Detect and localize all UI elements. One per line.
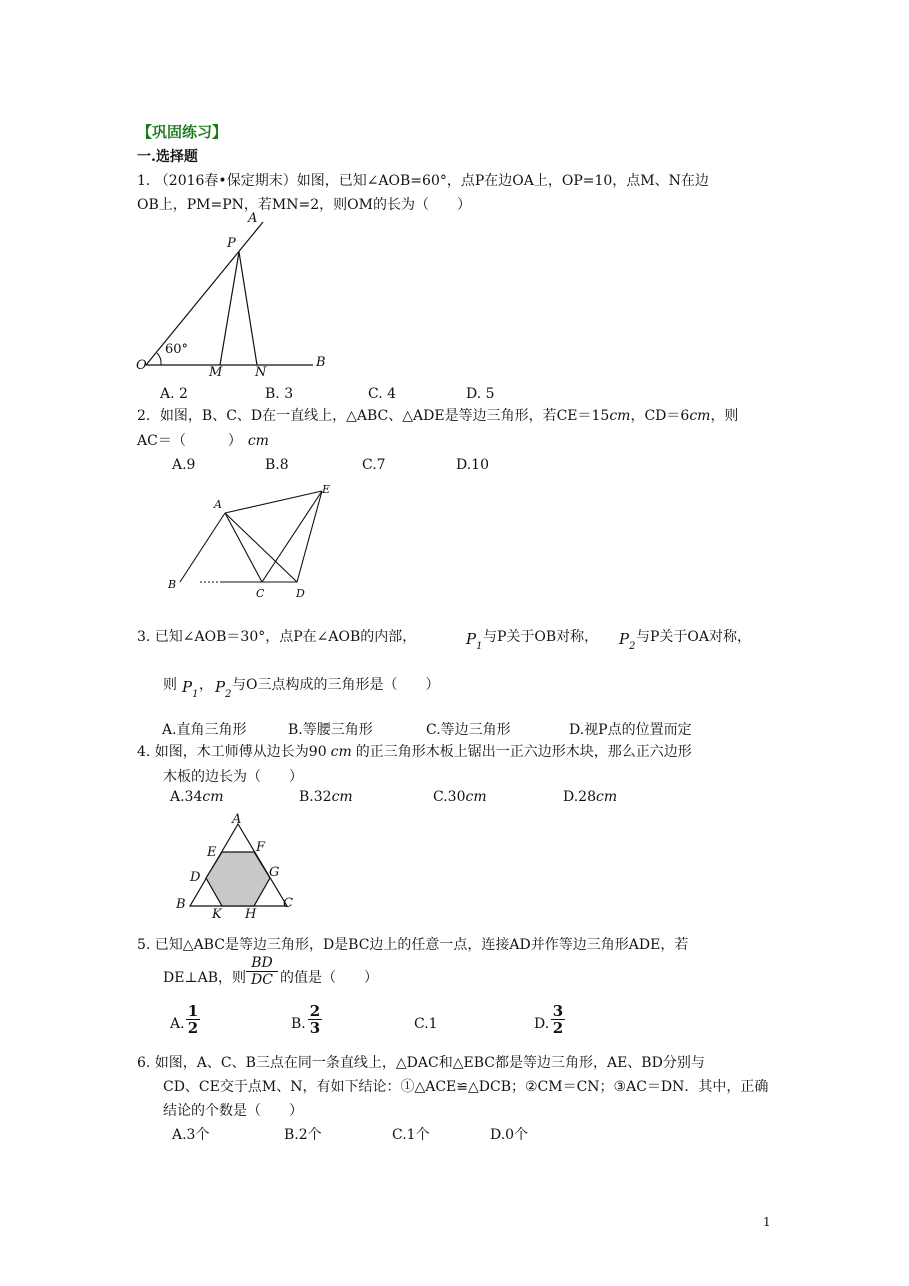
q3-p2-a-letter: P	[619, 630, 630, 648]
q5-option-a-den: 2	[187, 1019, 199, 1037]
q4-label-d: D	[190, 870, 201, 885]
q4-line2: 木板的边长为（ ）	[163, 769, 303, 785]
q6-line1: 6. 如图，A、C、B三点在同一条直线上，△DAC和△EBC都是等边三角形，AE、BD分别与	[137, 1055, 705, 1071]
q3-option-a[interactable]: A.直角三角形	[162, 722, 247, 738]
q2-figure	[170, 485, 350, 595]
q5-option-b-label[interactable]: B.	[291, 1016, 306, 1032]
q4-option-c-unit: cm	[465, 789, 487, 805]
q3-option-d[interactable]: D.视P点的位置而定	[569, 722, 692, 738]
q3-p1-a-letter: P	[466, 630, 477, 648]
q3-line1b: 与P关于OB对称，	[483, 629, 599, 645]
q2-label-a: A	[214, 498, 222, 511]
q4-label-f: F	[256, 840, 266, 855]
q3-p1-a-sub: 1	[476, 641, 483, 652]
q4-option-d-value: D.28	[563, 789, 596, 805]
q4-text-a: 4. 如图，木工师傅从边长为90	[137, 744, 327, 760]
q4-figure	[180, 812, 320, 912]
q4-option-a[interactable]	[170, 789, 224, 805]
q3-line2b: 与O三点构成的三角形是（ ）	[232, 677, 440, 693]
q4-option-c[interactable]	[433, 789, 487, 805]
q4-line1	[137, 741, 692, 761]
q6-line3: 结论的个数是（ ）	[163, 1103, 303, 1119]
q5-line2b: 的值是（ ）	[280, 970, 378, 986]
q1-label-a: A	[248, 211, 258, 226]
q3-p2-b	[215, 678, 232, 700]
q5-line2a: DE⊥AB，则	[163, 970, 247, 986]
q5-option-b-fraction[interactable]	[308, 1003, 322, 1036]
q2-label-d: D	[296, 587, 305, 600]
q2-option-d[interactable]: D.10	[456, 457, 489, 473]
q1-line1: 1. （2016春•保定期末）如图，已知∠AOB=60°，点P在边OA上，OP=10，点M、N在边	[137, 173, 709, 189]
q2-unit-3: cm	[247, 433, 269, 449]
q1-option-b[interactable]: B. 3	[265, 386, 294, 402]
q6-option-a[interactable]: A.3个	[172, 1127, 210, 1143]
q4-text-b: 的正三角形木板上锯出一正六边形木块，那么正六边形	[355, 744, 692, 760]
q5-option-b-num: 2	[309, 1002, 321, 1020]
q2-option-b[interactable]: B.8	[265, 457, 289, 473]
q2-text-a: 2．如图，B、C、D在一直线上，△ABC、△ADE是等边三角形，若CE＝15	[137, 408, 610, 424]
q3-line1a: 3. 已知∠AOB＝30°，点P在∠AOB的内部，	[137, 629, 417, 645]
q1-line2: OB上，PM=PN，若MN=2，则OM的长为（ ）	[137, 197, 471, 213]
q2-option-c[interactable]: C.7	[362, 457, 386, 473]
q5-option-a-num: 1	[187, 1002, 199, 1020]
q3-option-b[interactable]: B.等腰三角形	[288, 722, 373, 738]
q2-unit-1: cm	[609, 408, 631, 424]
q5-option-d-num: 3	[552, 1002, 564, 1020]
q3-comma: ，	[199, 677, 213, 693]
q5-option-d-fraction[interactable]	[551, 1003, 565, 1036]
q3-line1c: 与P关于OA对称，	[636, 629, 752, 645]
q5-option-c[interactable]: C.1	[414, 1016, 438, 1032]
q6-option-b[interactable]: B.2个	[284, 1127, 322, 1143]
q2-line1	[137, 405, 738, 425]
q2-unit-2: cm	[689, 408, 711, 424]
q4-option-b-unit: cm	[331, 789, 353, 805]
q4-unit: cm	[330, 744, 352, 760]
section-title: 【巩固练习】	[137, 123, 228, 141]
q5-option-d-label[interactable]: D.	[534, 1016, 550, 1032]
q1-option-c[interactable]: C. 4	[368, 386, 397, 402]
q4-label-a: A	[232, 812, 242, 827]
q1-angle-label: 60°	[165, 342, 189, 357]
q3-p2-a-sub: 2	[629, 641, 636, 652]
q4-option-b[interactable]	[299, 789, 353, 805]
q4-option-b-value: B.32	[299, 789, 332, 805]
q1-label-p: P	[227, 236, 236, 251]
q4-label-e: E	[207, 845, 217, 860]
q3-p1-a	[466, 630, 483, 652]
q5-fraction-den: DC	[251, 972, 273, 988]
q3-line2a: 则	[163, 677, 177, 693]
q5-option-a-fraction[interactable]	[186, 1003, 200, 1036]
q4-option-d[interactable]	[563, 789, 617, 805]
q5-line1: 5. 已知△ABC是等边三角形，D是BC边上的任意一点，连接AD并作等边三角形ADE，若	[137, 937, 689, 953]
q2-option-a[interactable]: A.9	[172, 457, 196, 473]
q2-label-b: B	[168, 578, 177, 591]
q4-label-g: G	[269, 865, 280, 880]
q3-p1-b-sub: 1	[192, 689, 199, 700]
q4-label-h: H	[245, 907, 257, 922]
q2-label-c: C	[256, 587, 265, 600]
q5-option-b-den: 3	[309, 1019, 321, 1037]
subsection-title: 一.选择题	[137, 149, 198, 165]
q3-p1-b-letter: P	[182, 678, 193, 696]
q6-option-c[interactable]: C.1个	[392, 1127, 430, 1143]
q4-option-a-unit: cm	[202, 789, 224, 805]
q6-line2: CD、CE交于点M、N，有如下结论：①△ACE≌△DCB；②CM＝CN；③AC＝DN．其中，正确	[163, 1079, 769, 1095]
q5-option-a-label[interactable]: A.	[170, 1016, 185, 1032]
q1-option-a[interactable]: A. 2	[160, 386, 188, 402]
q6-option-d[interactable]: D.0个	[490, 1127, 529, 1143]
q5-fraction-num: BD	[246, 955, 278, 972]
q1-label-b: B	[316, 355, 326, 370]
q5-option-d-den: 2	[552, 1019, 564, 1037]
q3-p2-b-sub: 2	[225, 689, 232, 700]
q1-label-m: M	[209, 365, 223, 380]
q4-label-k: K	[212, 907, 222, 922]
q3-p2-b-letter: P	[215, 678, 226, 696]
q4-option-a-value: A.34	[170, 789, 203, 805]
q2-text-d: AC＝（ ）	[137, 433, 242, 449]
q1-option-d[interactable]: D. 5	[466, 386, 495, 402]
q3-p2-a	[619, 630, 636, 652]
q4-label-c: C	[283, 896, 293, 911]
q2-line2	[137, 430, 269, 450]
q3-p1-b	[182, 678, 199, 700]
q5-fraction	[246, 955, 278, 988]
page-number: 1	[763, 1215, 771, 1229]
q4-option-d-unit: cm	[596, 789, 618, 805]
q4-label-b: B	[176, 897, 186, 912]
q2-label-e: E	[322, 483, 331, 496]
q2-text-c: ，则	[710, 408, 739, 424]
q1-label-o: O	[136, 358, 147, 373]
q3-option-c[interactable]: C.等边三角形	[426, 722, 511, 738]
q1-label-n: N	[255, 365, 267, 380]
q4-option-c-value: C.30	[433, 789, 466, 805]
q2-text-b: ，CD＝6	[630, 408, 690, 424]
